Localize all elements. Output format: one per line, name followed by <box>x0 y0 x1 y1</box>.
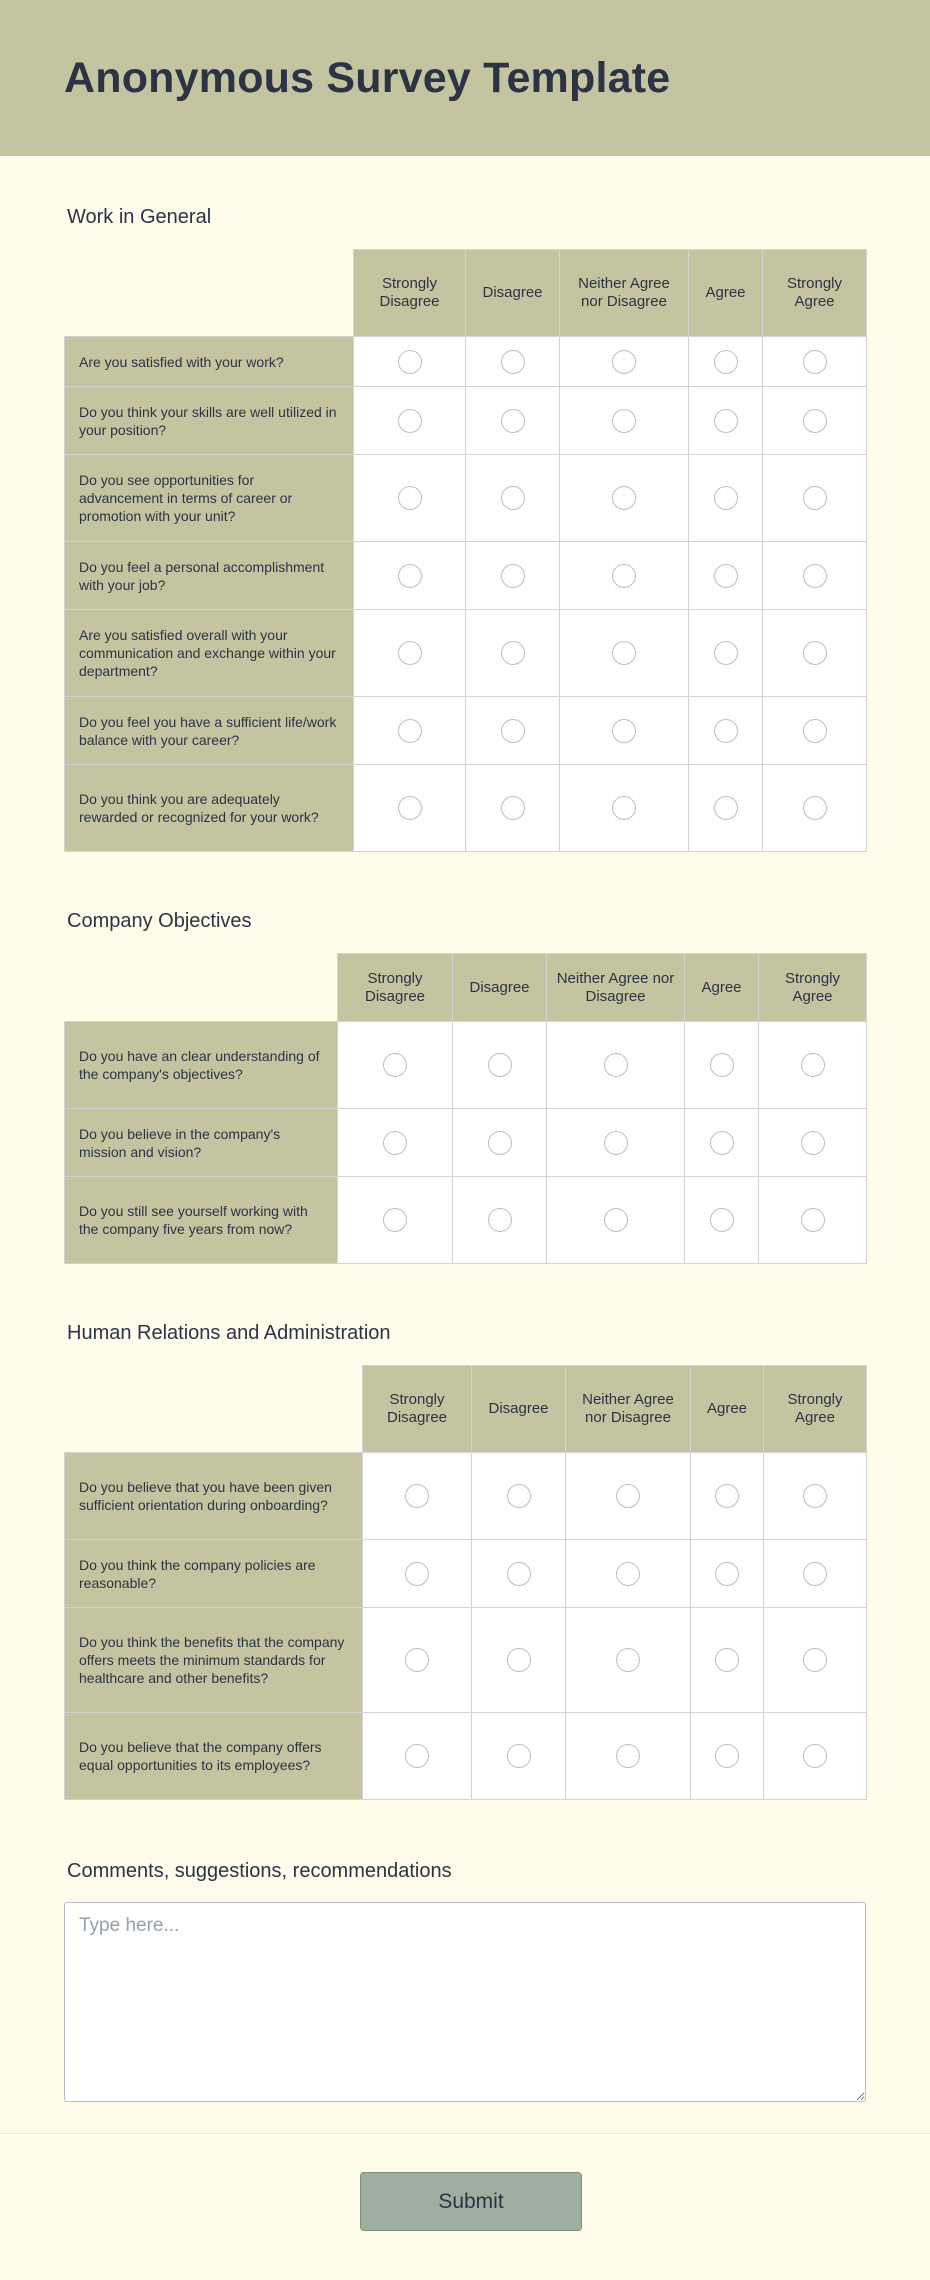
radio-button[interactable] <box>715 1562 739 1586</box>
question-row <box>65 1713 867 1800</box>
radio-button[interactable] <box>714 796 738 820</box>
radio-button[interactable] <box>405 1562 429 1586</box>
section-title: Human Relations and Administration <box>67 1322 391 1344</box>
radio-button[interactable] <box>405 1484 429 1508</box>
radio-button[interactable] <box>604 1053 628 1077</box>
question-row <box>65 765 867 852</box>
question-row <box>65 1177 867 1264</box>
radio-button[interactable] <box>616 1648 640 1672</box>
radio-cell[interactable] <box>759 1109 867 1177</box>
radio-button[interactable] <box>616 1562 640 1586</box>
radio-cell[interactable] <box>466 387 560 455</box>
radio-cell[interactable] <box>691 1453 764 1540</box>
radio-cell[interactable] <box>547 1022 685 1109</box>
radio-button[interactable] <box>501 796 525 820</box>
radio-button[interactable] <box>714 486 738 510</box>
radio-button[interactable] <box>612 796 636 820</box>
radio-cell[interactable] <box>466 765 560 852</box>
question-label: Do you feel you have a sufficient life/work balance with your career? <box>65 697 354 765</box>
radio-button[interactable] <box>398 796 422 820</box>
radio-cell[interactable] <box>338 1109 453 1177</box>
column-header: Strongly Disagree <box>338 954 453 1022</box>
radio-cell[interactable] <box>689 765 763 852</box>
radio-button[interactable] <box>501 350 525 374</box>
radio-cell[interactable] <box>560 337 689 387</box>
radio-button[interactable] <box>710 1208 734 1232</box>
header-row <box>65 954 867 1022</box>
radio-cell[interactable] <box>566 1713 691 1800</box>
radio-cell[interactable] <box>472 1608 566 1713</box>
radio-cell[interactable] <box>763 697 867 765</box>
matrix-corner <box>65 250 354 337</box>
radio-button[interactable] <box>405 1648 429 1672</box>
radio-cell[interactable] <box>466 455 560 542</box>
form-header <box>0 0 930 156</box>
radio-button[interactable] <box>803 641 827 665</box>
radio-cell[interactable] <box>764 1713 867 1800</box>
comments-textarea[interactable] <box>64 1902 866 2102</box>
radio-button[interactable] <box>604 1208 628 1232</box>
radio-button[interactable] <box>803 486 827 510</box>
radio-button[interactable] <box>803 1648 827 1672</box>
radio-button[interactable] <box>616 1484 640 1508</box>
radio-button[interactable] <box>803 719 827 743</box>
radio-cell[interactable] <box>354 337 466 387</box>
radio-cell[interactable] <box>354 455 466 542</box>
matrix-table <box>64 953 867 1264</box>
section-title: Company Objectives <box>67 910 252 932</box>
question-label: Do you think the company policies are reasonable? <box>65 1540 363 1608</box>
radio-cell[interactable] <box>566 1540 691 1608</box>
radio-cell[interactable] <box>453 1109 547 1177</box>
radio-button[interactable] <box>507 1744 531 1768</box>
column-header: Strongly Disagree <box>354 250 466 337</box>
question-label: Do you believe that you have been given sufficient orientation during onboarding? <box>65 1453 363 1540</box>
radio-cell[interactable] <box>560 387 689 455</box>
radio-cell[interactable] <box>354 387 466 455</box>
radio-cell[interactable] <box>759 1177 867 1264</box>
radio-cell[interactable] <box>764 1608 867 1713</box>
column-header: Agree <box>691 1366 764 1453</box>
question-row <box>65 1608 867 1713</box>
matrix-corner <box>65 954 338 1022</box>
question-label: Do you believe in the company's mission and vision? <box>65 1109 338 1177</box>
radio-cell[interactable] <box>689 697 763 765</box>
question-label: Do you feel a personal accomplishment with your job? <box>65 542 354 610</box>
radio-cell[interactable] <box>466 337 560 387</box>
radio-button[interactable] <box>803 564 827 588</box>
radio-button[interactable] <box>488 1131 512 1155</box>
radio-button[interactable] <box>710 1053 734 1077</box>
column-header: Disagree <box>453 954 547 1022</box>
column-header: Strongly Agree <box>759 954 867 1022</box>
radio-button[interactable] <box>714 641 738 665</box>
radio-button[interactable] <box>612 641 636 665</box>
radio-cell[interactable] <box>338 1177 453 1264</box>
radio-cell[interactable] <box>764 1540 867 1608</box>
radio-button[interactable] <box>801 1131 825 1155</box>
radio-button[interactable] <box>398 350 422 374</box>
radio-button[interactable] <box>383 1053 407 1077</box>
radio-button[interactable] <box>803 1562 827 1586</box>
radio-button[interactable] <box>501 564 525 588</box>
radio-cell[interactable] <box>685 1022 759 1109</box>
question-label: Do you have an clear understanding of the company's objectives? <box>65 1022 338 1109</box>
radio-cell[interactable] <box>763 765 867 852</box>
question-label: Do you see opportunities for advancement in terms of career or promotion with your unit? <box>65 455 354 542</box>
question-row <box>65 1022 867 1109</box>
question-row <box>65 697 867 765</box>
matrix-corner <box>65 1366 363 1453</box>
radio-button[interactable] <box>803 1484 827 1508</box>
radio-cell[interactable] <box>560 455 689 542</box>
radio-button[interactable] <box>604 1131 628 1155</box>
question-label: Do you think your skills are well utilized in your position? <box>65 387 354 455</box>
radio-button[interactable] <box>501 409 525 433</box>
column-header: Disagree <box>472 1366 566 1453</box>
header-row <box>65 1366 867 1453</box>
column-header: Strongly Agree <box>763 250 867 337</box>
question-row <box>65 455 867 542</box>
footer-divider <box>0 2133 930 2134</box>
radio-cell[interactable] <box>689 387 763 455</box>
question-row <box>65 1109 867 1177</box>
radio-cell[interactable] <box>466 542 560 610</box>
radio-button[interactable] <box>616 1744 640 1768</box>
column-header: Agree <box>685 954 759 1022</box>
question-label: Do you think the benefits that the company offers meets the minimum standards for healthcare and other benefits? <box>65 1608 363 1713</box>
radio-button[interactable] <box>501 641 525 665</box>
radio-cell[interactable] <box>560 765 689 852</box>
radio-cell[interactable] <box>472 1713 566 1800</box>
section-work-in-general <box>64 206 866 850</box>
radio-button[interactable] <box>612 350 636 374</box>
radio-cell[interactable] <box>453 1022 547 1109</box>
radio-cell[interactable] <box>560 542 689 610</box>
column-header: Strongly Disagree <box>363 1366 472 1453</box>
radio-cell[interactable] <box>763 542 867 610</box>
radio-button[interactable] <box>714 564 738 588</box>
question-label: Are you satisfied overall with your communication and exchange within your department? <box>65 610 354 697</box>
comments-label: Comments, suggestions, recommendations <box>67 1860 452 1882</box>
radio-button[interactable] <box>507 1562 531 1586</box>
radio-cell[interactable] <box>466 610 560 697</box>
radio-button[interactable] <box>612 409 636 433</box>
radio-cell[interactable] <box>685 1109 759 1177</box>
question-row <box>65 610 867 697</box>
radio-cell[interactable] <box>363 1608 472 1713</box>
radio-cell[interactable] <box>472 1453 566 1540</box>
radio-cell[interactable] <box>764 1453 867 1540</box>
matrix-table <box>64 1365 867 1800</box>
radio-button[interactable] <box>801 1208 825 1232</box>
radio-button[interactable] <box>803 1744 827 1768</box>
question-row <box>65 542 867 610</box>
radio-button[interactable] <box>612 486 636 510</box>
radio-cell[interactable] <box>363 1540 472 1608</box>
radio-button[interactable] <box>501 486 525 510</box>
radio-button[interactable] <box>398 564 422 588</box>
column-header: Disagree <box>466 250 560 337</box>
radio-button[interactable] <box>714 719 738 743</box>
column-header: Neither Agree nor Disagree <box>566 1366 691 1453</box>
radio-cell[interactable] <box>466 697 560 765</box>
question-row <box>65 1453 867 1540</box>
column-header: Neither Agree nor Disagree <box>547 954 685 1022</box>
radio-button[interactable] <box>507 1484 531 1508</box>
radio-button[interactable] <box>507 1648 531 1672</box>
section-human-relations <box>64 1322 866 1802</box>
question-label: Are you satisfied with your work? <box>65 337 354 387</box>
radio-cell[interactable] <box>363 1713 472 1800</box>
column-header: Agree <box>689 250 763 337</box>
radio-cell[interactable] <box>566 1453 691 1540</box>
section-title: Work in General <box>67 206 212 228</box>
radio-button[interactable] <box>714 350 738 374</box>
radio-button[interactable] <box>803 796 827 820</box>
question-label: Do you believe that the company offers equal opportunities to its employees? <box>65 1713 363 1800</box>
radio-button[interactable] <box>488 1208 512 1232</box>
radio-cell[interactable] <box>566 1608 691 1713</box>
radio-cell[interactable] <box>354 610 466 697</box>
radio-button[interactable] <box>714 409 738 433</box>
radio-cell[interactable] <box>560 610 689 697</box>
radio-cell[interactable] <box>689 542 763 610</box>
section-company-objectives <box>64 910 866 1265</box>
radio-button[interactable] <box>398 719 422 743</box>
radio-cell[interactable] <box>689 610 763 697</box>
radio-cell[interactable] <box>691 1713 764 1800</box>
question-row <box>65 1540 867 1608</box>
radio-button[interactable] <box>383 1208 407 1232</box>
radio-cell[interactable] <box>354 765 466 852</box>
radio-cell[interactable] <box>560 697 689 765</box>
radio-button[interactable] <box>501 719 525 743</box>
radio-cell[interactable] <box>363 1453 472 1540</box>
radio-button[interactable] <box>803 350 827 374</box>
radio-cell[interactable] <box>763 337 867 387</box>
radio-button[interactable] <box>398 641 422 665</box>
radio-button[interactable] <box>801 1053 825 1077</box>
radio-cell[interactable] <box>691 1540 764 1608</box>
radio-cell[interactable] <box>354 697 466 765</box>
radio-cell[interactable] <box>689 337 763 387</box>
question-row <box>65 337 867 387</box>
radio-button[interactable] <box>612 719 636 743</box>
radio-cell[interactable] <box>763 387 867 455</box>
question-label: Do you still see yourself working with the company five years from now? <box>65 1177 338 1264</box>
radio-button[interactable] <box>710 1131 734 1155</box>
radio-button[interactable] <box>398 409 422 433</box>
radio-cell[interactable] <box>759 1022 867 1109</box>
page-title: Anonymous Survey Template <box>64 53 671 102</box>
header-row <box>65 250 867 337</box>
radio-cell[interactable] <box>689 455 763 542</box>
radio-button[interactable] <box>715 1484 739 1508</box>
submit-button[interactable]: Submit <box>360 2172 582 2231</box>
matrix-table <box>64 249 867 852</box>
radio-button[interactable] <box>803 409 827 433</box>
radio-cell[interactable] <box>472 1540 566 1608</box>
radio-button[interactable] <box>398 486 422 510</box>
radio-button[interactable] <box>715 1648 739 1672</box>
radio-cell[interactable] <box>354 542 466 610</box>
question-label: Do you think you are adequately rewarded or recognized for your work? <box>65 765 354 852</box>
radio-cell[interactable] <box>685 1177 759 1264</box>
radio-button[interactable] <box>612 564 636 588</box>
radio-button[interactable] <box>405 1744 429 1768</box>
radio-button[interactable] <box>715 1744 739 1768</box>
radio-cell[interactable] <box>453 1177 547 1264</box>
radio-cell[interactable] <box>547 1109 685 1177</box>
radio-cell[interactable] <box>763 610 867 697</box>
column-header: Strongly Agree <box>764 1366 867 1453</box>
radio-button[interactable] <box>488 1053 512 1077</box>
question-row <box>65 387 867 455</box>
radio-button[interactable] <box>383 1131 407 1155</box>
radio-cell[interactable] <box>547 1177 685 1264</box>
column-header: Neither Agree nor Disagree <box>560 250 689 337</box>
radio-cell[interactable] <box>691 1608 764 1713</box>
radio-cell[interactable] <box>763 455 867 542</box>
radio-cell[interactable] <box>338 1022 453 1109</box>
